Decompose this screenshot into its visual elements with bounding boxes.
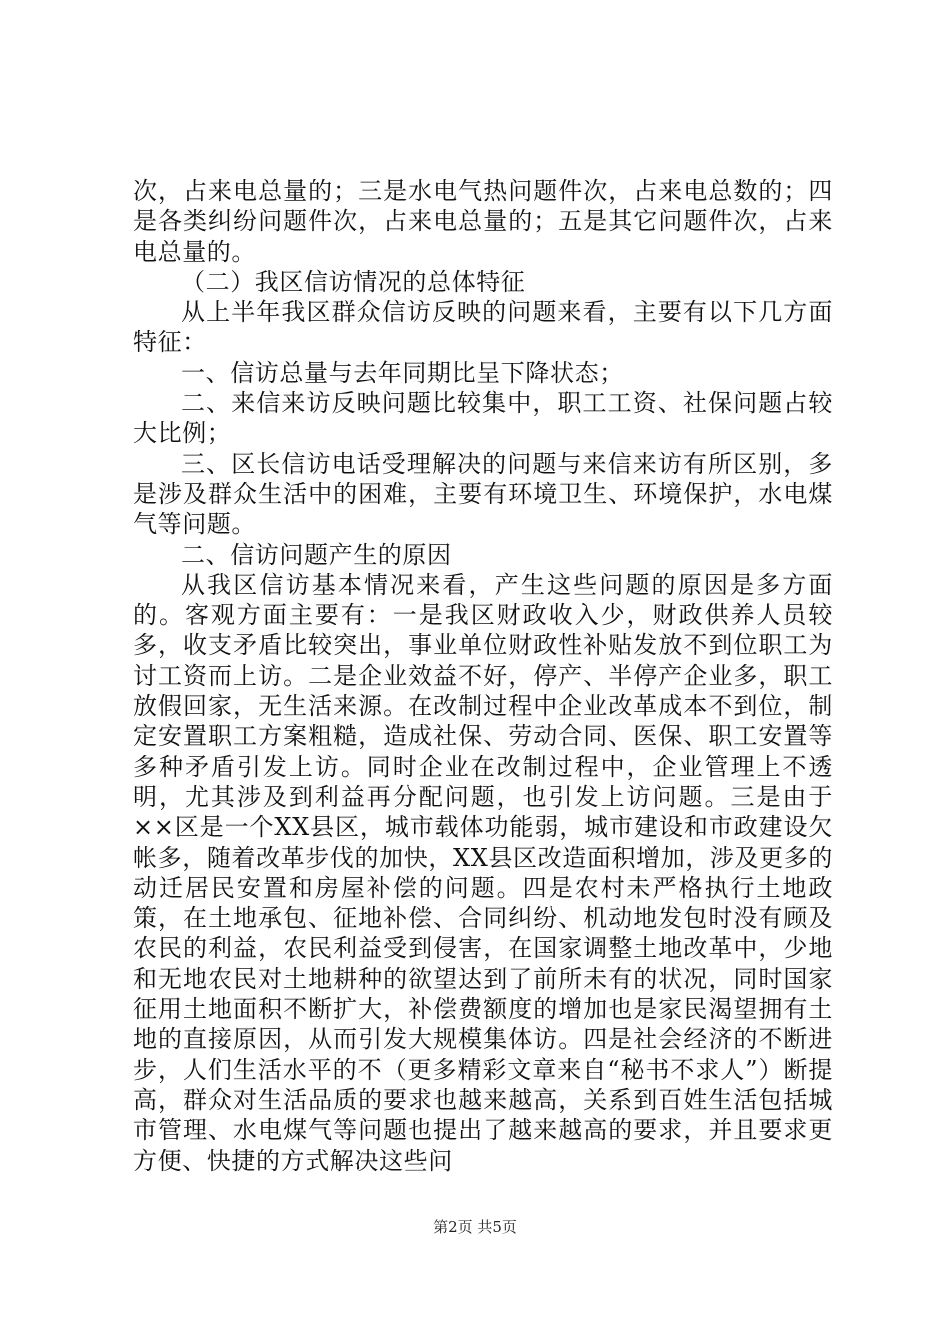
paragraph-features-intro: 从上半年我区群众信访反映的问题来看，主要有以下几方面特征：	[133, 298, 833, 357]
list-item-feature-2: 二、来信来访反映问题比较集中，职工工资、社保问题占较大比例；	[133, 389, 833, 448]
document-body	[133, 176, 833, 1176]
list-item-feature-1: 一、信访总量与去年同期比呈下降状态；	[181, 358, 624, 387]
section-heading-causes: 二、信访问题产生的原因	[181, 540, 452, 569]
paragraph-continuation: 次，占来电总量的；三是水电气热问题件次，占来电总数的；四是各类纠纷问题件次，占来电总量的；五是其它问题件次，占来电总量的。	[133, 177, 833, 266]
list-item-feature-3: 三、区长信访电话受理解决的问题与来信来访有所区别，多是涉及群众生活中的困难，主要有环境卫生、环境保护，水电煤气等问题。	[133, 449, 833, 539]
page-number-footer: 第2页 共5页	[433, 1218, 517, 1236]
section-heading-overall-features: （二）我区信访情况的总体特征	[181, 267, 526, 296]
paragraph-causes: 从我区信访基本情况来看，产生这些问题的原因是多方面的。客观方面主要有：一是我区财政收入少，财政供养人员较多，收支矛盾比较突出，事业单位财政性补贴发放不到位职工为讨工资而上访。二是企业效益不好，停产、半停产企业多，职工放假回家，无生活来源。在改制过程中企业改革成本不到位，制定安置职工方案粗糙，造成社保、劳动合同、医保、职工安置等多种矛盾引发上访。同时企业在改制过程中，企业管理上不透明，尤其涉及到利益再分配问题，也引发上访问题。三是由于××区是一个XX县区，城市载体功能弱，城市建设和市政建设欠帐多，随着改革步伐的加快，XX县区改造面积增加，涉及更多的动迁居民安置和房屋补偿的问题。四是农村未严格执行土地政策，在土地承包、征地补偿、合同纠纷、机动地发包时没有顾及农民的利益，农民利益受到侵害，在国家调整土地改革中，少地和无地农民对土地耕种的欲望达到了前所未有的状况，同时国家征用土地面积不断扩大，补偿费额度的增加也是家民渴望拥有土地的直接原因，从而引发大规模集体访。四是社会经济的不断进步，人们生活水平的不（更多精彩文章来自“秘书不求人”）断提高，群众对生活品质的要求也越来越高，关系到百姓生活包括城市管理、水电煤气等问题也提出了越来越高的要求，并且要求更方便、快捷的方式解决这些问	[133, 570, 833, 1175]
